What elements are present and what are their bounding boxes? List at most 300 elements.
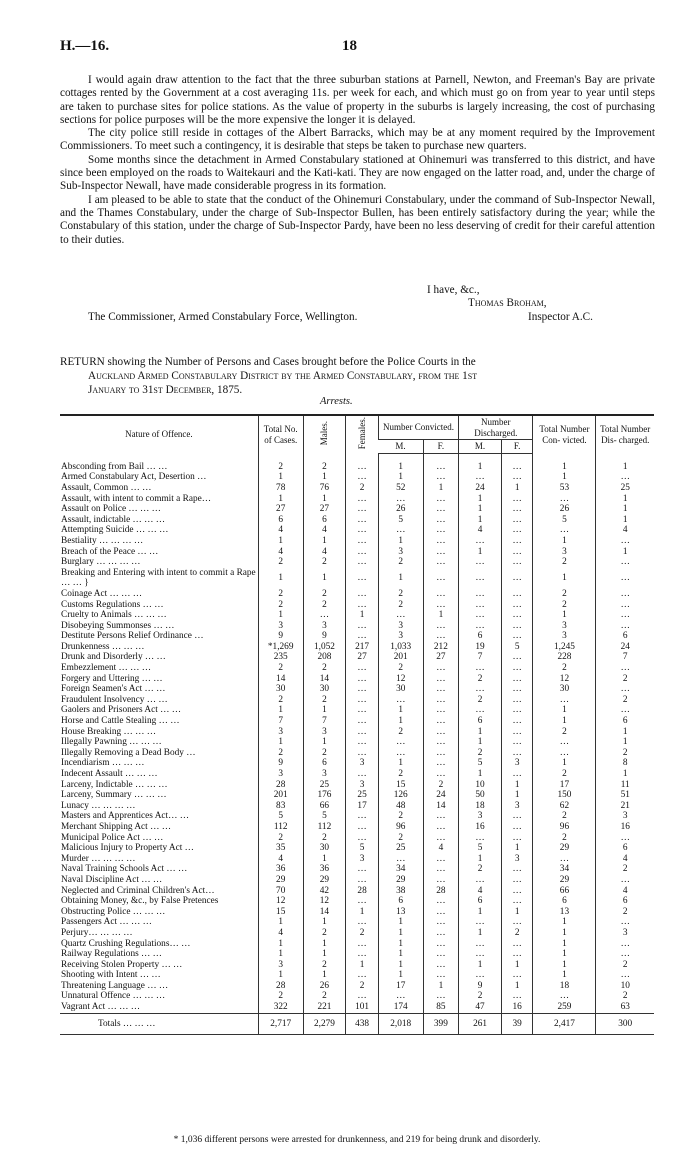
value-cell: 1 [303, 939, 346, 950]
value-cell: 1 [501, 780, 533, 791]
value-cell: … [346, 515, 379, 526]
value-cell: 3 [459, 811, 502, 822]
value-cell: 4 [258, 525, 303, 536]
value-cell: 42 [303, 886, 346, 897]
value-cell: 4 [459, 525, 502, 536]
value-cell: 6 [596, 716, 654, 727]
value-cell: … [423, 737, 459, 748]
value-cell: 1 [303, 705, 346, 716]
offence-name-cell: House Breaking … … … [61, 726, 157, 737]
value-cell: … [501, 811, 533, 822]
value-cell: … [501, 748, 533, 759]
value-cell: 5 [533, 515, 596, 526]
value-cell: 221 [303, 1002, 346, 1013]
offence-name-cell: Embezzlement … … … [61, 663, 152, 674]
offence-name-cell: Coinage Act … … … [61, 588, 143, 599]
value-cell: 3 [501, 758, 533, 769]
value-cell: … [423, 833, 459, 844]
value-cell: … [596, 536, 654, 547]
value-cell: 7 [459, 652, 502, 663]
value-cell: … [596, 917, 654, 928]
value-cell: … [533, 695, 596, 706]
value-cell: 2 [533, 727, 596, 738]
value-cell: … [596, 705, 654, 716]
value-cell: 6 [596, 896, 654, 907]
value-cell: 1 [378, 939, 423, 950]
value-cell: … [501, 536, 533, 547]
value-cell: 7 [303, 716, 346, 727]
report-reference: H.—16. [60, 38, 110, 54]
value-cell: 5 [501, 642, 533, 653]
value-cell: 174 [378, 1002, 423, 1013]
value-cell: 2 [258, 557, 303, 568]
value-cell: 2 [596, 695, 654, 706]
value-cell: 14 [423, 801, 459, 812]
value-cell: … [303, 610, 346, 621]
value-cell: 52 [378, 483, 423, 494]
value-cell: 1 [258, 737, 303, 748]
value-cell: 1 [378, 568, 423, 589]
value-cell: … [378, 854, 423, 865]
totals-cell: 2,018 [378, 1013, 423, 1035]
offence-name-cell: Drunkenness … … … [61, 641, 145, 652]
value-cell: … [423, 684, 459, 695]
value-cell: 25 [303, 780, 346, 791]
value-cell: … [501, 663, 533, 674]
offence-name-cell: Destitute Persons Relief Ordinance … [61, 631, 204, 642]
value-cell: 1 [258, 568, 303, 589]
value-cell: 21 [596, 801, 654, 812]
header-offence: Nature of Offence. [60, 415, 258, 453]
value-cell: 1 [533, 536, 596, 547]
value-cell: 1 [501, 981, 533, 992]
offence-name-cell: Receiving Stolen Property … … [61, 959, 183, 970]
header-total-discharged: Total Number Dis- charged. [596, 415, 654, 453]
value-cell: 112 [258, 822, 303, 833]
value-cell: 1 [459, 494, 502, 505]
value-cell: … [501, 727, 533, 738]
offence-name-cell: Masters and Apprentices Act… … [61, 811, 190, 822]
value-cell: 2 [303, 991, 346, 1002]
value-cell: 4 [303, 525, 346, 536]
value-cell: 1 [423, 981, 459, 992]
value-cell: … [346, 453, 379, 472]
value-cell: 3 [346, 780, 379, 791]
table-row [60, 748, 654, 759]
header-convicted-f: F. [423, 440, 459, 454]
value-cell: 1 [459, 960, 502, 971]
value-cell: … [501, 875, 533, 886]
value-cell: 2 [459, 674, 502, 685]
value-cell: … [501, 991, 533, 1002]
value-cell: 2 [533, 833, 596, 844]
value-cell: 1 [533, 453, 596, 472]
value-cell: … [596, 875, 654, 886]
table-row [60, 483, 654, 494]
value-cell: 235 [258, 652, 303, 663]
value-cell: 16 [459, 822, 502, 833]
offence-name-cell: Disobeying Summonses … … [61, 620, 175, 631]
value-cell: 3 [258, 727, 303, 738]
value-cell: 5 [459, 758, 502, 769]
value-cell: 1 [459, 907, 502, 918]
value-cell: 27 [303, 504, 346, 515]
value-cell: 2 [303, 833, 346, 844]
offence-name-cell: Passengers Act … … … [61, 917, 152, 928]
value-cell: 2 [596, 991, 654, 1002]
value-cell: … [378, 748, 423, 759]
value-cell: 8 [596, 758, 654, 769]
offence-return-table [60, 414, 654, 1035]
table-row [60, 1002, 654, 1013]
value-cell: … [346, 716, 379, 727]
totals-row [60, 1013, 654, 1035]
value-cell: … [346, 557, 379, 568]
value-cell: 1,052 [303, 642, 346, 653]
value-cell: … [501, 547, 533, 558]
offence-name-cell: Murder … … … … [61, 853, 136, 864]
value-cell: 17 [378, 981, 423, 992]
value-cell: 1 [501, 790, 533, 801]
value-cell: 1 [258, 705, 303, 716]
value-cell: 1 [303, 917, 346, 928]
offence-name-cell: Incendiarism … … … [61, 758, 145, 769]
value-cell: 13 [378, 907, 423, 918]
value-cell: … [423, 515, 459, 526]
value-cell: 4 [258, 547, 303, 558]
header-males-label: Males. [319, 421, 330, 446]
value-cell: 2 [258, 748, 303, 759]
totals-cell: 39 [501, 1013, 533, 1035]
value-cell: … [378, 525, 423, 536]
value-cell: … [378, 610, 423, 621]
table-row [60, 695, 654, 706]
value-cell: 7 [596, 652, 654, 663]
value-cell: 1 [258, 536, 303, 547]
value-cell: 2 [303, 960, 346, 971]
value-cell: … [423, 949, 459, 960]
value-cell: … [423, 748, 459, 759]
value-cell: … [423, 557, 459, 568]
value-cell: … [423, 600, 459, 611]
value-cell: 30 [303, 684, 346, 695]
value-cell: 9 [258, 758, 303, 769]
value-cell: … [501, 833, 533, 844]
value-cell: 1 [423, 483, 459, 494]
header-discharged-m: M. [459, 440, 502, 454]
value-cell: … [346, 621, 379, 632]
paragraph-suburban-stations: I would again draw attention to the fact that the three suburban stations at Parnell, Newton, and Freeman's Bay are private cottages rented by the Government at a cost averaging 11s. per week for each, and which must go on from year to year until steps are taken to purchase sites for police stations. As the value of property in the suburbs is largely increasing, the cost of purchasing sections for police purposes will be the more expensive the longer it is delayed. [60, 74, 655, 126]
value-cell: 12 [533, 674, 596, 685]
table-row [60, 504, 654, 515]
signatory-name: Thomas Broham, [468, 297, 547, 310]
value-cell: 11 [596, 780, 654, 791]
value-cell: 70 [258, 886, 303, 897]
value-cell: 85 [423, 1002, 459, 1013]
offence-name-cell: Fraudulent Insolvency … … [61, 694, 168, 705]
value-cell: 1 [533, 472, 596, 483]
table-row [60, 790, 654, 801]
value-cell: 1 [533, 568, 596, 589]
value-cell: … [501, 716, 533, 727]
value-cell: 2 [346, 483, 379, 494]
value-cell: … [501, 737, 533, 748]
value-cell: 1 [258, 917, 303, 928]
value-cell: 50 [459, 790, 502, 801]
value-cell: 1 [533, 610, 596, 621]
table-row [60, 928, 654, 939]
value-cell: … [459, 970, 502, 981]
value-cell: 1 [378, 960, 423, 971]
value-cell: 62 [533, 801, 596, 812]
value-cell: … [501, 453, 533, 472]
offence-name-cell: Customs Regulations … … [61, 599, 164, 610]
value-cell: 3 [258, 769, 303, 780]
value-cell: 2 [459, 991, 502, 1002]
value-cell: 83 [258, 801, 303, 812]
value-cell: 2 [303, 453, 346, 472]
value-cell: 201 [258, 790, 303, 801]
value-cell: 26 [533, 504, 596, 515]
paragraph-conduct: I am pleased to be able to state that the conduct of the Ohinemuri Constabulary, under the command of Sub-Inspector Newall, and the Thames Constabulary, under the charge of Sub-Inspector Bullen, has been entirely satisfactory during the year; while the Constabulary of this station, under the charge of Sub-Inspector Pardy, have been no less deserving of credit for their careful attention to their duties. [60, 193, 655, 246]
value-cell: … [423, 917, 459, 928]
value-cell: 1,245 [533, 642, 596, 653]
value-cell: 1 [346, 610, 379, 621]
value-cell: 2 [596, 907, 654, 918]
value-cell: 1 [258, 949, 303, 960]
value-cell: 2 [378, 833, 423, 844]
value-cell: 4 [596, 886, 654, 897]
value-cell: … [346, 705, 379, 716]
value-cell: … [459, 610, 502, 621]
table-row [60, 547, 654, 558]
value-cell: 1 [378, 970, 423, 981]
value-cell: 2 [303, 663, 346, 674]
signoff [60, 284, 655, 325]
offence-name-cell: Neglected and Criminal Children's Act… [61, 885, 215, 896]
table-row [60, 822, 654, 833]
value-cell: … [346, 494, 379, 505]
value-cell: 25 [346, 790, 379, 801]
value-cell: … [423, 589, 459, 600]
value-cell: … [596, 939, 654, 950]
value-cell: 24 [423, 790, 459, 801]
value-cell: 3 [378, 547, 423, 558]
value-cell: 1 [459, 547, 502, 558]
value-cell: 15 [378, 780, 423, 791]
value-cell: 5 [258, 811, 303, 822]
value-cell: … [423, 674, 459, 685]
value-cell: … [423, 854, 459, 865]
value-cell: 3 [346, 758, 379, 769]
value-cell: … [501, 684, 533, 695]
value-cell: 27 [423, 652, 459, 663]
offence-name-cell: Merchant Shipping Act … … [61, 821, 172, 832]
value-cell: 1,033 [378, 642, 423, 653]
value-cell: 1 [258, 939, 303, 950]
value-cell: 1 [303, 568, 346, 589]
value-cell: … [378, 737, 423, 748]
header-total-convicted: Total Number Con- victed. [533, 415, 596, 453]
value-cell: … [459, 833, 502, 844]
offence-name-cell: Naval Training Schools Act … … [61, 864, 188, 875]
value-cell: … [378, 991, 423, 1002]
table-row [60, 886, 654, 897]
offence-name-cell: Illegally Removing a Dead Body … [61, 747, 196, 758]
value-cell: … [596, 833, 654, 844]
value-cell: 322 [258, 1002, 303, 1013]
value-cell: 2 [303, 748, 346, 759]
value-cell: 1 [596, 515, 654, 526]
header-females-label: Females. [356, 417, 367, 450]
value-cell: … [459, 949, 502, 960]
value-cell: … [423, 525, 459, 536]
value-cell: 1 [378, 758, 423, 769]
value-cell: 1 [303, 854, 346, 865]
value-cell: 16 [501, 1002, 533, 1013]
value-cell: 1 [533, 949, 596, 960]
paragraph-city-police: The city police still reside in cottages of the Albert Barracks, which may be at any moment required by the Improvement Commissioners. To meet such a contingency, it is desirable that steps be taken to purchase new quarters. [60, 127, 655, 153]
value-cell: … [501, 917, 533, 928]
table-row [60, 684, 654, 695]
offence-name-cell: Assault, Common … … [61, 482, 152, 493]
value-cell: … [501, 949, 533, 960]
value-cell: 1 [596, 504, 654, 515]
value-cell: 6 [303, 758, 346, 769]
value-cell: 2 [423, 780, 459, 791]
value-cell: 28 [423, 886, 459, 897]
table-row [60, 610, 654, 621]
value-cell: … [533, 854, 596, 865]
value-cell: … [423, 811, 459, 822]
offence-name-cell: Foreign Seamen's Act … … [61, 684, 166, 695]
value-cell: 16 [596, 822, 654, 833]
value-cell: … [423, 928, 459, 939]
value-cell: 14 [303, 674, 346, 685]
value-cell: 2 [533, 600, 596, 611]
header-convicted-m: M. [378, 440, 423, 454]
value-cell: 3 [303, 769, 346, 780]
offence-name-cell: Unnatural Offence … … … [61, 991, 166, 1002]
footnote: * 1,036 different persons were arrested for drunkenness, and 219 for being drunk and disorderly. [173, 1135, 541, 1145]
table-row [60, 949, 654, 960]
value-cell: … [501, 652, 533, 663]
table-row [60, 674, 654, 685]
value-cell: 14 [258, 674, 303, 685]
value-cell: 2 [533, 663, 596, 674]
offence-name-cell: Cruelty to Animals … … … [61, 610, 167, 621]
value-cell: 66 [533, 886, 596, 897]
value-cell: 6 [533, 896, 596, 907]
value-cell: … [346, 536, 379, 547]
value-cell: 4 [596, 525, 654, 536]
value-cell: … [346, 472, 379, 483]
value-cell: 10 [596, 981, 654, 992]
value-cell: … [346, 769, 379, 780]
value-cell: 208 [303, 652, 346, 663]
value-cell: 1 [596, 727, 654, 738]
value-cell: … [346, 864, 379, 875]
value-cell: … [533, 748, 596, 759]
value-cell: 6 [303, 515, 346, 526]
value-cell: 1 [378, 472, 423, 483]
value-cell: … [459, 568, 502, 589]
value-cell: 63 [596, 1002, 654, 1013]
value-cell: 1 [378, 716, 423, 727]
value-cell: 29 [303, 875, 346, 886]
value-cell: 36 [258, 864, 303, 875]
value-cell: … [501, 600, 533, 611]
value-cell: 6 [378, 896, 423, 907]
value-cell: 6 [459, 631, 502, 642]
value-cell: … [596, 589, 654, 600]
value-cell: 2 [346, 981, 379, 992]
value-cell: 1 [596, 494, 654, 505]
value-cell: 1 [346, 960, 379, 971]
value-cell: 3 [378, 621, 423, 632]
table-row [60, 716, 654, 727]
value-cell: 259 [533, 1002, 596, 1013]
offence-name-cell: Forgery and Uttering … … [61, 673, 163, 684]
table-row [60, 917, 654, 928]
value-cell: 9 [303, 631, 346, 642]
value-cell: 34 [378, 864, 423, 875]
offence-name-cell: Indecent Assault … … … [61, 769, 158, 779]
value-cell: … [501, 525, 533, 536]
offence-name-cell: Armed Constabulary Act, Desertion … [61, 472, 207, 483]
value-cell: 2 [378, 769, 423, 780]
value-cell: … [423, 716, 459, 727]
offence-name-cell: Threatening Language … … [61, 980, 169, 991]
value-cell: 1 [258, 472, 303, 483]
value-cell: 96 [533, 822, 596, 833]
value-cell: … [459, 684, 502, 695]
value-cell: … [423, 939, 459, 950]
value-cell: 1 [533, 928, 596, 939]
table-row [60, 811, 654, 822]
value-cell: 2 [303, 928, 346, 939]
value-cell: … [596, 663, 654, 674]
value-cell: 2 [596, 864, 654, 875]
table-row [60, 494, 654, 505]
value-cell: 28 [258, 981, 303, 992]
value-cell: 1 [596, 737, 654, 748]
offence-name-cell: Absconding from Bail … … [61, 461, 168, 472]
value-cell: 1 [459, 515, 502, 526]
value-cell: 2 [378, 589, 423, 600]
value-cell: 2 [303, 589, 346, 600]
value-cell: 27 [258, 504, 303, 515]
value-cell: 4 [459, 886, 502, 897]
table-row [60, 663, 654, 674]
value-cell: … [596, 970, 654, 981]
value-cell: 38 [378, 886, 423, 897]
value-cell: 2 [378, 557, 423, 568]
value-cell: … [459, 557, 502, 568]
value-cell: 1 [501, 483, 533, 494]
value-cell: 76 [303, 483, 346, 494]
table-row [60, 600, 654, 611]
offence-name-cell: Drunk and Disorderly … … [61, 652, 166, 663]
value-cell: 1 [533, 960, 596, 971]
table-row [60, 525, 654, 536]
table-row [60, 557, 654, 568]
value-cell: 29 [378, 875, 423, 886]
value-cell: 2 [596, 748, 654, 759]
value-cell: 1 [303, 536, 346, 547]
totals-cell: 2,717 [258, 1013, 303, 1035]
value-cell: 9 [459, 981, 502, 992]
